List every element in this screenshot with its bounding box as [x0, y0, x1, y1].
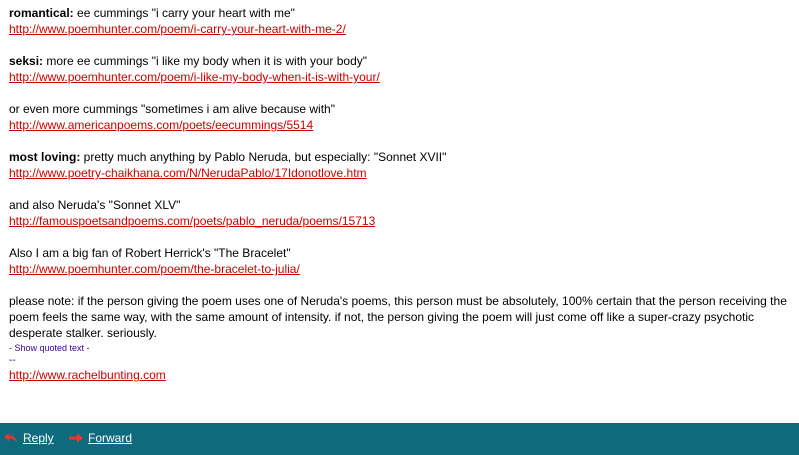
signature-link[interactable]: http://www.rachelbunting.com: [9, 368, 166, 382]
note-paragraph: [9, 293, 789, 383]
reply-arrow-icon: [3, 431, 19, 445]
poem-paragraph-seksi: [9, 53, 789, 85]
poem-paragraph-most-loving: [9, 149, 789, 181]
poem-link[interactable]: http://www.americanpoems.com/poets/eecummings/5514: [9, 118, 314, 132]
reply-label: Reply: [23, 431, 54, 445]
note-text: please note: if the person giving the poem uses one of Neruda's poems, this person must be absolutely, 100% certain that the person receiving the poem feels the same way, with the same amount of intensity. if not, the person giving the poem will just come off like a super-crazy psychotic desperate stalker. seriously.: [9, 294, 787, 340]
forward-arrow-icon: [68, 431, 84, 445]
message-action-bar: [0, 423, 799, 455]
poem-link[interactable]: http://famouspoetsandpoems.com/poets/pablo_neruda/poems/15713: [9, 214, 376, 228]
poem-link[interactable]: http://www.poemhunter.com/poem/the-bracelet-to-julia/: [9, 262, 300, 276]
poem-link[interactable]: http://www.poemhunter.com/poem/i-carry-your-heart-with-me-2/: [9, 22, 346, 36]
reply-button[interactable]: [3, 429, 54, 447]
forward-label: Forward: [88, 431, 133, 445]
category-label: romantical:: [9, 6, 74, 20]
show-quoted-text-link[interactable]: - Show quoted text -: [9, 343, 90, 353]
poem-paragraph-more-cummings: [9, 101, 789, 133]
poem-link[interactable]: http://www.poemhunter.com/poem/i-like-my-body-when-it-is-with-your/: [9, 70, 380, 84]
paragraph-text: more ee cummings "i like my body when it is with your body": [43, 54, 368, 68]
paragraph-text: Also I am a big fan of Robert Herrick's "The Bracelet": [9, 246, 291, 260]
poem-link[interactable]: http://www.poetry-chaikhana.com/N/NerudaPablo/17Idonotlove.htm: [9, 166, 367, 180]
paragraph-text: pretty much anything by Pablo Neruda, but especially: "Sonnet XVII": [80, 150, 447, 164]
paragraph-text: or even more cummings "sometimes i am alive because with": [9, 102, 335, 116]
paragraph-text: and also Neruda's "Sonnet XLV": [9, 198, 181, 212]
category-label: seksi:: [9, 54, 44, 68]
forward-button[interactable]: [68, 429, 132, 447]
poem-paragraph-neruda-xlv: [9, 197, 789, 229]
signature-separator: --: [9, 355, 16, 366]
message-body: [9, 5, 789, 383]
paragraph-text: ee cummings "i carry your heart with me": [73, 6, 295, 20]
poem-paragraph-herrick: [9, 245, 789, 277]
category-label: most loving:: [9, 150, 81, 164]
poem-paragraph-romantical: [9, 5, 789, 37]
